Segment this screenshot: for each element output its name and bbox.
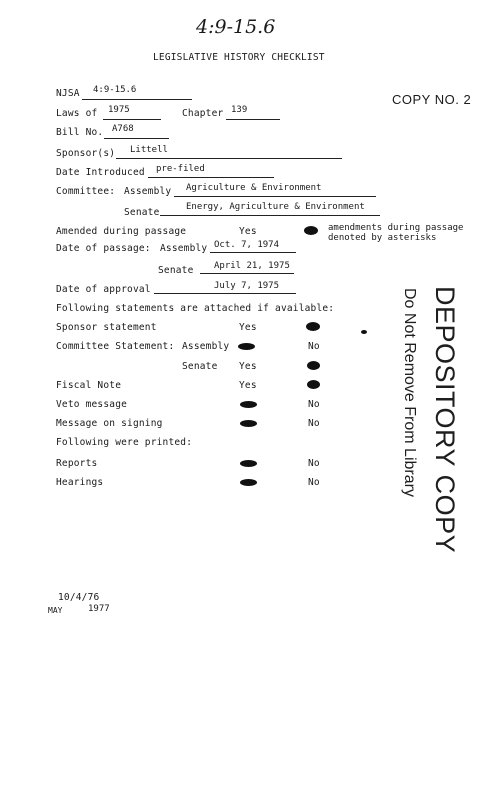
footer-year: 1977 [88,604,110,614]
committee-senate-label: Senate [124,207,160,218]
redaction-mark [240,401,257,408]
committee-statement-senate: Senate [182,361,218,372]
committee-statement-label: Committee Statement: [56,341,175,352]
redaction-mark [306,322,320,331]
footer-month: MAY [48,606,63,615]
message-on-signing-label: Message on signing [56,418,163,429]
footer-date: 10/4/76 [58,592,100,603]
copy-number: COPY NO. 2 [392,92,472,107]
sponsor-statement-label: Sponsor statement [56,322,157,333]
date-introduced-value: pre-filed [156,164,205,174]
bill-label: Bill No. [56,127,104,138]
njsa-label: NJSA [56,88,80,99]
passage-assembly-value: Oct. 7, 1974 [214,240,280,250]
message-on-signing-no: No [308,418,320,429]
committee-senate-value: Energy, Agriculture & Environment [186,202,365,212]
bill-value: A768 [112,124,134,134]
passage-label: Date of passage: [56,243,151,254]
printed-heading: Following were printed: [56,437,193,448]
amended-label: Amended during passage [56,226,187,237]
depository-copy-stamp: DEPOSITORY COPY [430,286,460,554]
redaction-mark [238,343,255,350]
reports-no: No [308,458,320,469]
ink-speck [361,330,367,334]
veto-message-no: No [308,399,320,410]
approval-value: July 7, 1975 [214,281,280,291]
veto-message-label: Veto message [56,399,128,410]
committee-assembly-value: Agriculture & Environment [186,183,322,193]
hearings-label: Hearings [56,477,104,488]
chapter-value: 139 [231,105,248,115]
laws-label: Laws of [56,108,98,119]
redaction-mark [240,479,257,486]
passage-senate-value: April 21, 1975 [214,261,290,271]
redaction-mark [240,420,257,427]
chapter-label: Chapter [182,108,224,119]
passage-senate-label: Senate [158,265,194,276]
redaction-mark [307,380,320,389]
committee-statement-assembly-no: No [308,341,320,352]
do-not-remove-stamp: Do Not Remove From Library [401,288,418,497]
committee-label: Committee: [56,186,116,197]
fiscal-note-label: Fiscal Note [56,380,122,391]
passage-assembly-label: Assembly [160,243,208,254]
sponsor-value: Littell [130,145,168,155]
approval-label: Date of approval [56,284,151,295]
njsa-value: 4:9-15.6 [93,85,137,95]
date-introduced-label: Date Introduced [56,167,145,178]
page-title: LEGISLATIVE HISTORY CHECKLIST [153,52,325,63]
committee-assembly-label: Assembly [124,186,172,197]
statements-heading: Following statements are attached if available: [56,303,335,314]
committee-statement-senate-yes: Yes [239,361,257,372]
laws-value: 1975 [108,105,130,115]
amended-note-line1: amendments during passage [328,223,464,233]
redaction-mark [304,226,318,235]
redaction-mark [240,460,257,467]
redaction-mark [307,361,320,370]
sponsor-label: Sponsor(s) [56,148,116,159]
sponsor-statement-yes: Yes [239,322,257,333]
hearings-no: No [308,477,320,488]
fiscal-note-yes: Yes [239,380,257,391]
handwritten-title: 4:9-15.6 [196,16,276,38]
reports-label: Reports [56,458,98,469]
committee-statement-assembly: Assembly [182,341,230,352]
amended-note-line2: denoted by asterisks [328,233,437,243]
amended-yes: Yes [239,226,257,237]
